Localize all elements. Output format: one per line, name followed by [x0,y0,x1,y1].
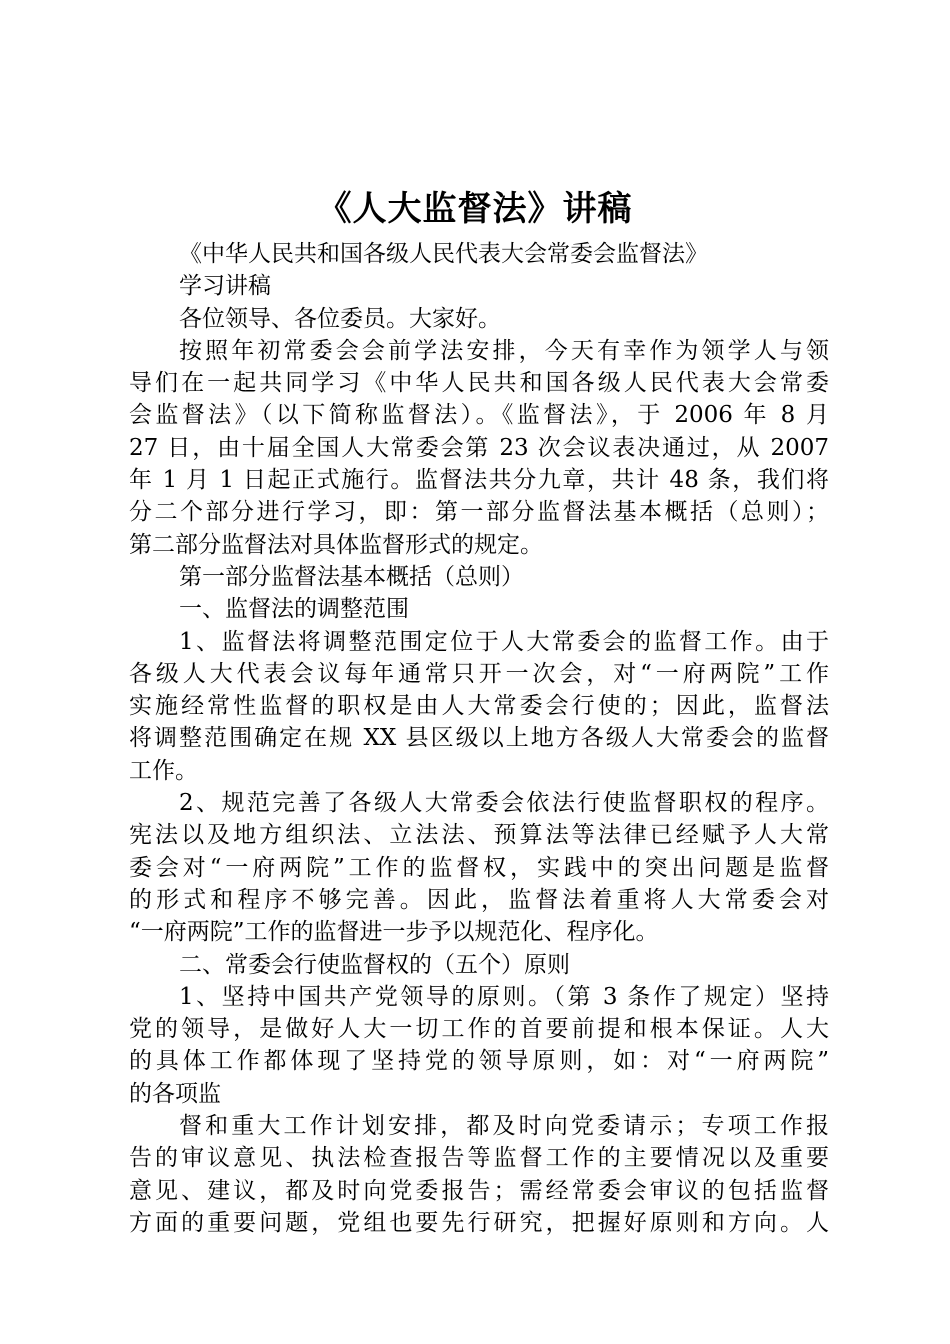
paragraph-line: 的各项监 [129,1080,221,1107]
paragraph-line: 各级人大代表会议每年通常只开一次会，对“一府两院”工作 [129,660,829,687]
paragraph-line: 分二个部分进行学习，即：第一部分监督法基本概括（总则）； [129,499,829,526]
paragraph-line: 1、坚持中国共产党领导的原则。（第 3 条作了规定）坚持 [179,983,829,1010]
paragraph-line: 学习讲稿 [179,273,271,300]
paragraph-line: “一府两院”工作的监督进一步予以规范化、程序化。 [129,919,659,946]
paragraph-line: 年 1 月 1 日起正式施行。监督法共分九章，共计 48 条，我们将 [129,467,829,494]
paragraph-line: 会监督法》（以下简称监督法）。《监督法》，于 2006 年 8 月 [129,402,829,429]
paragraph-line: 宪法以及地方组织法、立法法、预算法等法律已经赋予人大常 [129,822,829,849]
paragraph-line: 27 日，由十届全国人大常委会第 23 次会议表决通过，从 2007 [129,434,829,461]
paragraph-line: 意见、建议，都及时向党委报告；需经常委会审议的包括监督 [129,1177,829,1204]
paragraph-line: 二、常委会行使监督权的（五个）原则 [179,951,570,978]
paragraph-line: 督和重大工作计划安排，都及时向党委请示；专项工作报 [179,1113,829,1140]
paragraph-line: 工作。 [129,757,198,784]
paragraph-line: 各位领导、各位委员。大家好。 [179,305,501,332]
paragraph-line: 一、监督法的调整范围 [179,596,409,623]
paragraph-line: 按照年初常委会会前学法安排，今天有幸作为领学人与领 [179,337,829,364]
paragraph-line: 将调整范围确定在规 XX 县区级以上地方各级人大常委会的监督 [129,725,829,752]
paragraph-line: 2、规范完善了各级人大常委会依法行使监督职权的程序。 [179,790,829,817]
paragraph-line: 实施经常性监督的职权是由人大常委会行使的；因此，监督法 [129,693,829,720]
document-title: 《人大监督法》讲稿 [317,189,633,229]
paragraph-line: 第二部分监督法对具体监督形式的规定。 [129,531,543,558]
paragraph-line: 1、监督法将调整范围定位于人大常委会的监督工作。由于 [179,628,829,655]
paragraph-line: 的形式和程序不够完善。因此，监督法着重将人大常委会对 [129,886,829,913]
paragraph-line: 的具体工作都体现了坚持党的领导原则，如：对“一府两院” [129,1048,829,1075]
paragraph-line: 导们在一起共同学习《中华人民共和国各级人民代表大会常委 [129,370,829,397]
paragraph-line: 委会对“一府两院”工作的监督权，实践中的突出问题是监督 [129,854,829,881]
paragraph-line: 第一部分监督法基本概括（总则） [179,563,524,590]
paragraph-line: 方面的重要问题，党组也要先行研究，把握好原则和方向。人 [129,1209,829,1236]
paragraph-line: 党的领导，是做好人大一切工作的首要前提和根本保证。人大 [129,1016,829,1043]
paragraph-line: 告的审议意见、执法检查报告等监督工作的主要情况以及重要 [129,1145,829,1172]
paragraph-line: 《中华人民共和国各级人民代表大会常委会监督法》 [179,241,708,267]
document-body [129,238,829,1239]
